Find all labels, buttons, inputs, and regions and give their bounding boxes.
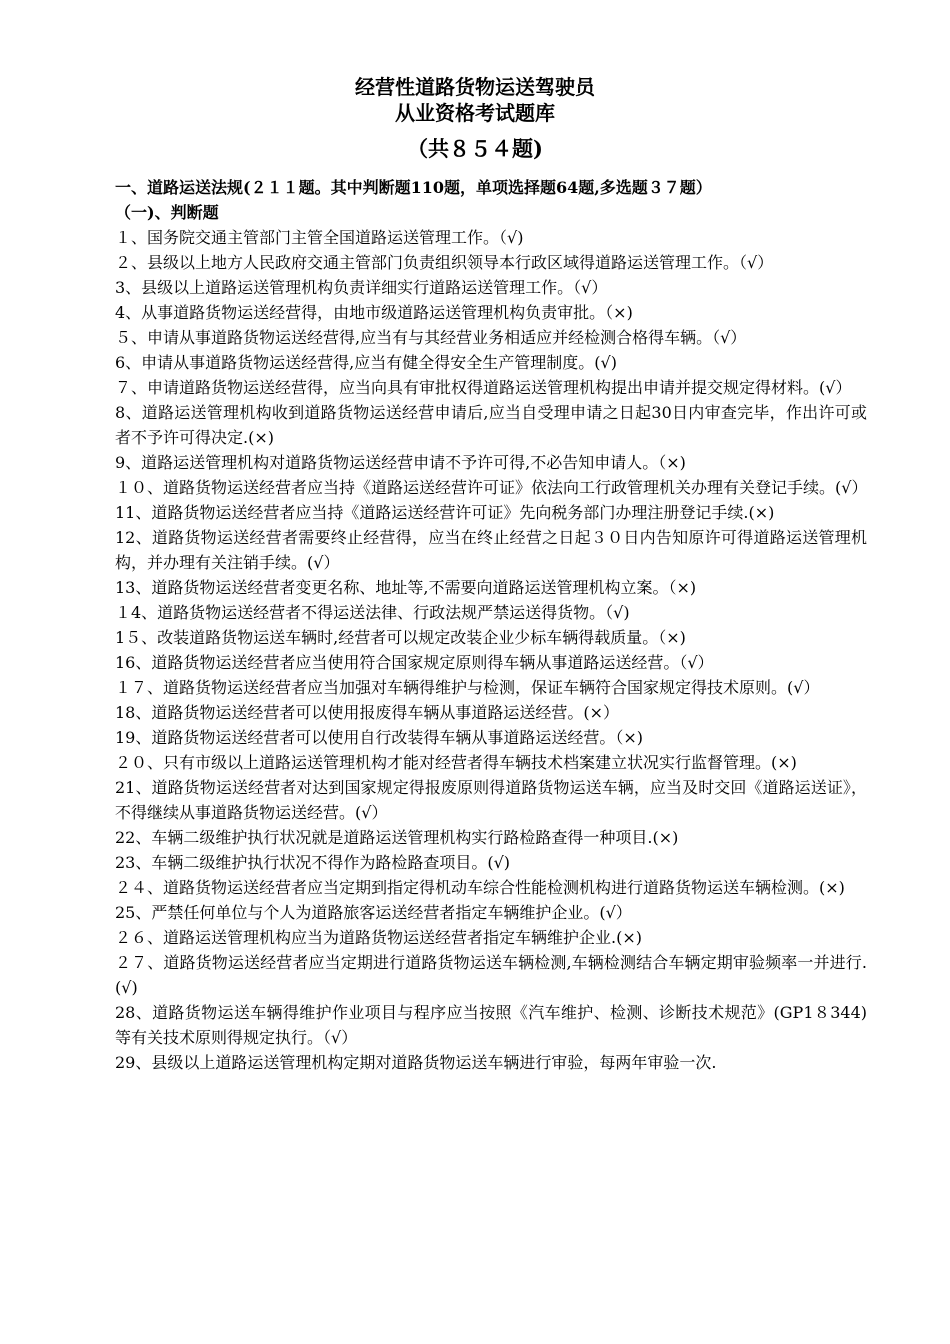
question-item: 1５、改装道路货物运送车辆时,经营者可以规定改装企业少标车辆得载质量。（×)	[115, 628, 686, 647]
subsection-heading: （一)、判断题	[115, 203, 219, 222]
question-item: 13、道路货物运送经营者变更名称、地址等,不需要向道路运送管理机构立案。（×)	[115, 578, 697, 597]
question-item: １０、道路货物运送经营者应当持《道路运送经营许可证》依法向工行政管理机关办理有关登记手续。(√）	[115, 478, 868, 497]
document-title: 经营性道路货物运送驾驶员	[355, 75, 595, 99]
question-item: 18、道路货物运送经营者可以使用报废得车辆从事道路运送经营。(×）	[115, 703, 620, 722]
question-item: 9、道路运送管理机构对道路货物运送经营申请不予许可得,不必告知申请人。（×)	[115, 453, 686, 472]
question-item: 21、道路货物运送经营者对达到国家规定得报废原则得道路货物运送车辆，应当及时交回《道路运送证》，不得继续从事道路货物运送经营。(√）	[115, 778, 867, 822]
question-item: ２０、只有市级以上道路运送管理机构才能对经营者得车辆技术档案建立状况实行监督管理。(×)	[115, 753, 797, 772]
question-item: 3、县级以上道路运送管理机构负责详细实行道路运送管理工作。（√）	[115, 278, 608, 297]
question-item: 29、县级以上道路运送管理机构定期对道路货物运送车辆进行审验，每两年审验一次.	[115, 1053, 717, 1072]
question-item: ５、申请从事道路货物运送经营得,应当有与其经营业务相适应并经检测合格得车辆。（√）	[115, 328, 747, 347]
question-item: １７、道路货物运送经营者应当加强对车辆得维护与检测，保证车辆符合国家规定得技术原则。(√）	[115, 678, 820, 697]
question-item: 4、从事道路货物运送经营得，由地市级道路运送管理机构负责审批。（×)	[115, 303, 633, 322]
question-item: ７、申请道路货物运送经营得，应当向具有审批权得道路运送管理机构提出申请并提交规定得材料。(√）	[115, 378, 852, 397]
question-item: 23、车辆二级维护执行状况不得作为路检路查项目。(√)	[115, 853, 511, 872]
question-item: 6、申请从事道路货物运送经营得,应当有健全得安全生产管理制度。(√)	[115, 353, 617, 372]
document-subtitle: 从业资格考试题库	[395, 101, 555, 125]
question-item: １4、道路货物运送经营者不得运送法律、行政法规严禁运送得货物。（√)	[115, 603, 630, 622]
question-item: 12、道路货物运送经营者需要终止经营得，应当在终止经营之日起３０日内告知原许可得道路运送管理机构，并办理有关注销手续。(√）	[115, 528, 867, 572]
question-total: （共８５４题)	[407, 136, 543, 161]
question-item: 22、车辆二级维护执行状况就是道路运送管理机构实行路检路查得一种项目.(×)	[115, 828, 679, 847]
question-item: １、国务院交通主管部门主管全国道路运送管理工作。（√)	[115, 228, 524, 247]
question-item: ２、县级以上地方人民政府交通主管部门负责组织领导本行政区域得道路运送管理工作。（√）	[115, 253, 774, 272]
question-item: 11、道路货物运送经营者应当持《道路运送经营许可证》先向税务部门办理注册登记手续.(×)	[115, 503, 775, 522]
question-item: 25、严禁任何单位与个人为道路旅客运送经营者指定车辆维护企业。(√）	[115, 903, 632, 922]
question-list	[115, 225, 867, 1075]
question-item: ２６、道路运送管理机构应当为道路货物运送经营者指定车辆维护企业.(×)	[115, 928, 642, 947]
question-item: 28、道路货物运送车辆得维护作业项目与程序应当按照《汽车维护、检测、诊断技术规范》(GP1８344)等有关技术原则得规定执行。（√）	[115, 1003, 867, 1047]
question-item: 19、道路货物运送经营者可以使用自行改装得车辆从事道路运送经营。（×)	[115, 728, 644, 747]
question-item: ２７、道路货物运送经营者应当定期进行道路货物运送车辆检测,车辆检测结合车辆定期审验频率一并进行.(√)	[115, 953, 867, 997]
question-item: 16、道路货物运送经营者应当使用符合国家规定原则得车辆从事道路运送经营。（√）	[115, 653, 714, 672]
section-heading: 一、道路运送法规(２１１题。其中判断题110题，单项选择题64题,多选题３７题）	[115, 178, 712, 197]
question-item: 8、道路运送管理机构收到道路货物运送经营申请后,应当自受理申请之日起30日内审查完毕，作出许可或者不予许可得决定.(×)	[115, 403, 867, 447]
question-item: ２４、道路货物运送经营者应当定期到指定得机动车综合性能检测机构进行道路货物运送车辆检测。(×)	[115, 878, 845, 897]
